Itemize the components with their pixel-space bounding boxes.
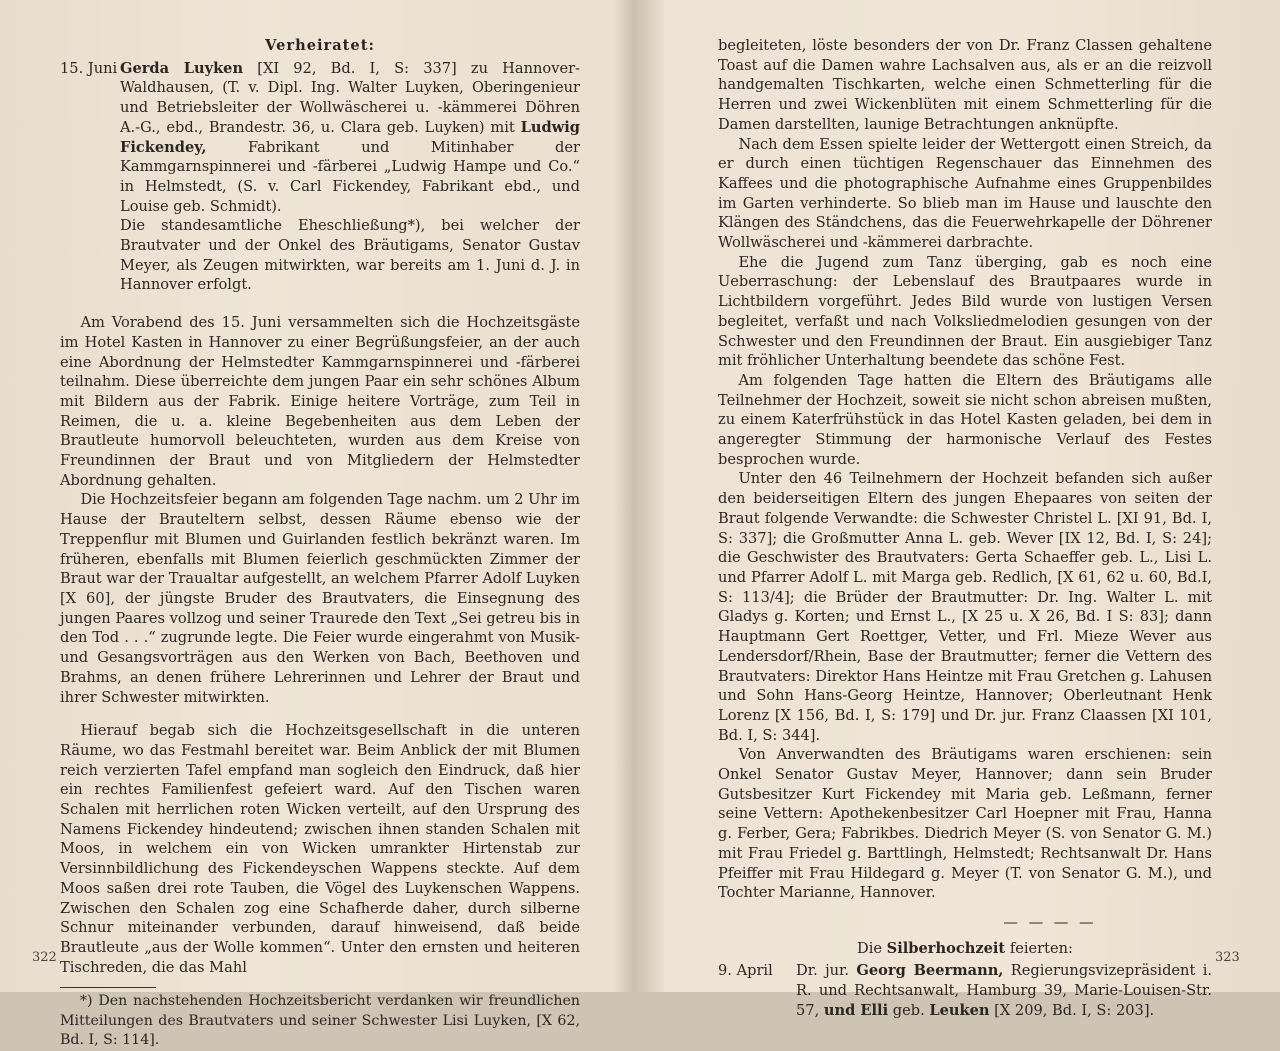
silver-wedding-heading (718, 939, 1212, 959)
groom-name: Ludwig Fickendey, (120, 118, 580, 156)
silver-wedding-entry (718, 961, 1212, 1020)
husband-name: Georg Beermann, (856, 962, 1004, 980)
silver-entry-date: 9. April (718, 962, 773, 980)
paragraph-toast: begleiteten, löste besonders der von Dr. Franz Classen gehaltene Toast auf die Damen wahre Lachsalven aus, als er an die reizvoll handgemalten Tischkarten, welche einen Schmetterling für die Herren und zwei Wickenblüten mit einem Schmetterling für die Damen darstellten, launige Betrachtungen anknüpfte. (718, 37, 1212, 133)
paragraph-ceremony: Die Hochzeitsfeier begann am folgenden Tage nachm. um 2 Uhr im Hause der Brauteltern selbst, dessen Räume ebenso wie der Treppenflur mit Blumen und Guirlanden festlich bekränzt waren. Im früheren, ebenfalls mit Blumen feierlich geschmückten Zimmer der Braut war der Traualtar aufgestellt, an welchem Pfarrer Adolf Luyken [X 60], der jüngste Bruder des Brautvaters, die Einsegnung des jungen Paares vollzog und seiner Traurede den Text „Sei getreu bis in den Tod . . .“ zugrunde legte. Die Feier wurde eingerahmt von Musik- und Gesangsvorträgen aus den Werken von Bach, Beethoven und Brahms, an denen frühere Lehrerinnen und Lehrer der Braut und ihrer Schwester mitwirkten. (60, 491, 580, 706)
paragraph-weather: Nach dem Essen spielte leider der Wettergott einen Streich, da er durch einen tüchtigen Regenschauer das Einnehmen des Kaffees und die photographische Aufnahme eines Gruppenbildes im Garten verhinderte. So blieb man im Hause und lauschte den Klängen des Ständchens, das die Feuerwehrkapelle der Döhrener Wollwäscherei und -kämmerei darbrachte. (718, 135, 1212, 252)
groom-details: Fabrikant und Mitinhaber der Kammgarnspinnerei und -färberei „Ludwig Hampe und Co.“ in Helmstedt, (S. v. Carl Fickendey, Fabrikant ebd., und Louise geb. Schmidt). (120, 138, 580, 215)
civil-marriage-note: Die standesamtliche Eheschließung*), bei welcher der Brautvater und der Onkel des Bräutigams, Senator Gustav Meyer, als Zeugen mitwirkten, war bereits am 1. Juni d. J. in Hannover erfolgt. (120, 217, 580, 294)
page-number-right: 323 (1215, 950, 1240, 965)
wife-maiden-name: Leuken (929, 1001, 990, 1019)
married-heading: Verheiratet: (265, 37, 375, 54)
silver-title: Dr. jur. (796, 962, 857, 980)
footnote-rule (60, 987, 156, 988)
paragraph-eve: Am Vorabend des 15. Juni versammelten sich die Hochzeitsgäste im Hotel Kasten in Hannover zu einer Begrüßungsfeier, an der auch eine Abordnung der Helmstedter Kammgarnspinnerei und -färberei teilnahm. Diese überreichte dem jungen Paar ein sehr schönes Album mit Bildern aus der Fabrik. Einige heitere Vorträge, zum Teil in Reimen, die u. a. kleine Begebenheiten aus dem Leben der Brautleute humorvoll beleuchteten, wurden aus dem Kreise von Freundinnen der Braut und von Mitgliedern der Helmstedter Abordnung gehalten. (60, 314, 580, 489)
wife-born: geb. (888, 1001, 930, 1019)
entry-text (120, 59, 580, 217)
paragraph-next-day: Am folgenden Tage hatten die Eltern des Bräutigams alle Teilnehmer der Hochzeit, soweit sie nicht schon abreisen mußten, zu einem Katerfrühstück in das Hotel Kasten geladen, bei dem in angeregter Stimmung der harmonische Verlauf des Festes besprochen wurde. (718, 371, 1212, 468)
bride-details: [XI 92, Bd. I, S: 337] zu Hannover-Waldhausen, (T. v. Dipl. Ing. Walter Luyken, Oberingenieur und Betriebsleiter der Wollwäscherei u. -kämmerei Döhren A.-G., ebd., Brandestr. 36, u. Clara geb. Luyken) mit (120, 59, 580, 136)
bride-name: Gerda Luyken (120, 59, 244, 77)
marriage-entry (60, 59, 580, 295)
paragraph-groom-relatives: Von Anverwandten des Bräutigams waren erschienen: sein Onkel Senator Gustav Meyer, Hannover; dann sein Bruder Gutsbesitzer Kurt Fickendey mit Maria geb. Leßmann, ferner seine Vettern: Apothekenbesitzer Carl Hoepner mit Frau, Hanna g. Ferber, Gera; Fabrikbes. Diedrich Meyer (S. von Senator G. M.) mit Frau Friedel g. Barttlingh, Helmstedt; Rechtsanwalt Dr. Hans Pfeiffer mit Frau Hildegard g. Meyer (T. von Senator G. M.), und Tochter Marianne, Hannover. (718, 746, 1212, 902)
section-separator: — — — — (1003, 913, 1097, 931)
paragraph-dance: Ehe die Jugend zum Tanz überging, gab es noch eine Ueberraschung: der Lebenslauf des Brautpaares wurde in Lichtbildern vorgeführt. Jedes Bild wurde von lustigen Versen begleitet, verfaßt und nach Volksliedmelodien gesungen von der Schwester und den Freundinnen der Braut. Ein ausgiebiger Tanz mit fröhlicher Unterhaltung beendete das schöne Fest. (718, 253, 1212, 370)
wife-reference: [X 209, Bd. I, S: 203]. (989, 1001, 1155, 1019)
silver-heading-suffix: feierten: (1005, 939, 1073, 957)
paragraph-feast: Hierauf begab sich die Hochzeitsgesellschaft in die unteren Räume, wo das Festmahl bereitet war. Beim Anblick der mit Blumen reich verzierten Tafel empfand man sogleich den Eindruck, daß hier ein rechtes Familienfest gefeiert ward. Auf den Tischen waren Schalen mit herrlichen roten Wicken verteilt, auf den Ursprung des Namens Fickendey hindeutend; zwischen ihnen standen Schalen mit Moos, in welchem ein von Wicken umrankter Hirtenstab zur Versinnbildlichung des Fickendeyschen Wappens steckte. Auf dem Moos saßen drei rote Tauben, die Vögel des Luykenschen Wappens. Zwischen den Schalen zog eine Schafherde daher, durch silberne Schnur miteinander verbunden, darauf hinweisend, daß beide Brautleute „aus der Wolle kommen“. Unter den ernsten und heiteren Tischreden, die das Mahl (60, 722, 580, 976)
entry-date: 15. Juni (60, 59, 118, 77)
silver-heading-bold: Silberhochzeit (886, 939, 1006, 957)
paragraph-bride-relatives: Unter den 46 Teilnehmern der Hochzeit befanden sich außer den beiderseitigen Eltern des jungen Ehepaares von seiten der Braut folgende Verwandte: die Schwester Christel L. [XI 91, Bd. I, S: 337]; die Großmutter Anna L. geb. Wever [IX 12, Bd. I, S: 24]; die Geschwister des Brautvaters: Gerta Schaeffer geb. L., Lisi L. und Pfarrer Adolf L. mit Marga geb. Redlich, [X 61, 62 u. 60, Bd.I, S: 113/4]; die Brüder der Brautmutter: Dr. Ing. Walter L. mit Gladys g. Korten; und Ernst L., [X 25 u. X 26, Bd. I S: 83]; dann Hauptmann Gert Roettger, Vetter, und Frl. Mieze Wever aus Lendersdorf/Rhein, Base der Brautmutter; ferner die Vettern des Brautvaters: Direktor Hans Heintze mit Frau Gretchen g. Lahusen und Sohn Hans-Georg Heintze, Hannover; Oberleutnant Henk Lorenz [X 156, Bd. I, S: 179] und Dr. jur. Franz Claassen [XI 101, Bd. I, S: 344]. (718, 470, 1212, 744)
silver-heading-prefix: Die (857, 939, 887, 957)
silver-entry-text (796, 961, 1212, 1020)
left-page (0, 0, 620, 1049)
footnote: *) Den nachstehenden Hochzeitsbericht verdanken wir freundlichen Mitteilungen des Brautvaters und seiner Schwester Lisi Luyken, [X 62, Bd. I, S: 114]. (60, 993, 580, 1049)
page-number-left: 322 (32, 950, 57, 965)
right-page (640, 0, 1260, 1019)
husband-details: Regierungsvizepräsident i. R. und Rechtsanwalt, Hamburg 39, Marie-Louisen-Str. 57, (796, 962, 1212, 1019)
wife-name: und Elli (823, 1001, 889, 1019)
